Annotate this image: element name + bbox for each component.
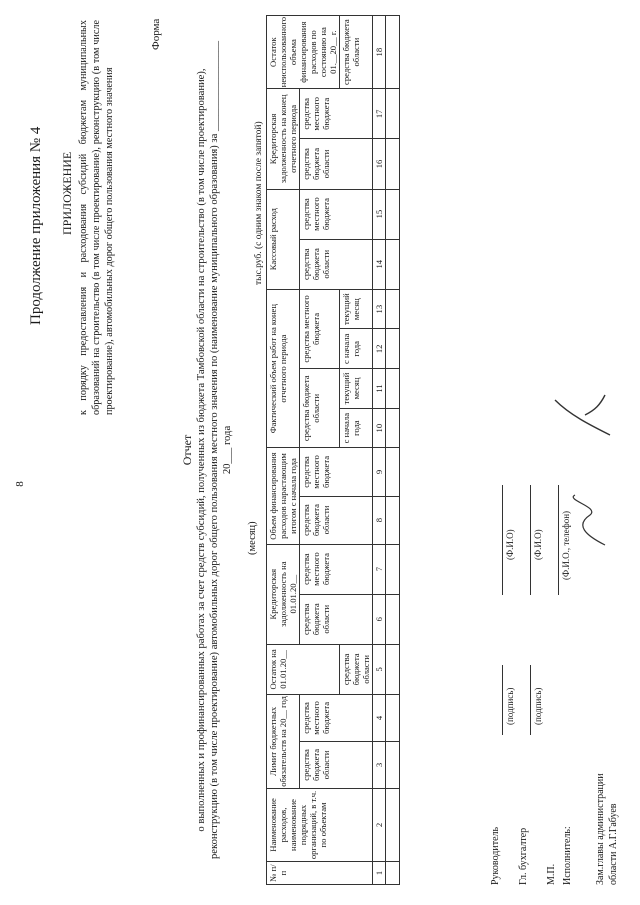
header-limit: Лимит бюджетных обязательств на 20__ год <box>267 694 300 788</box>
table-cell[interactable] <box>386 788 400 861</box>
chief-fio-caption: (Ф.И.О) <box>533 529 543 560</box>
table-cell[interactable] <box>386 189 400 239</box>
sub-fact-local: средства местного бюджета <box>300 289 340 368</box>
table-cell[interactable] <box>386 741 400 788</box>
head-sign-caption: (подпись) <box>505 687 515 725</box>
sub-fact-local-ytd: с начала года <box>340 329 373 369</box>
column-number: 11 <box>373 369 386 409</box>
page-number: 8 <box>14 481 26 487</box>
table-cell[interactable] <box>386 544 400 594</box>
sub-unused-regional: средства бюджета области <box>340 16 373 89</box>
column-number: 8 <box>373 496 386 544</box>
deputy-title: Зам.главы администрации <box>595 773 606 885</box>
column-number: 3 <box>373 741 386 788</box>
executor-caption: (Ф.И.О., телефон) <box>561 510 571 580</box>
rotated-page <box>20 15 620 885</box>
sub-limit-local: средства местного бюджета <box>300 694 373 741</box>
column-numbers-row <box>373 16 386 885</box>
head-sign-line <box>502 665 503 735</box>
table-cell[interactable] <box>386 694 400 741</box>
column-number: 10 <box>373 408 386 448</box>
column-number: 5 <box>373 644 386 694</box>
table-cell[interactable] <box>386 139 400 189</box>
table-cell[interactable] <box>386 16 400 89</box>
sub-fact-regional: средства бюджета области <box>300 369 340 448</box>
sub-limit-regional: средства бюджета области <box>300 741 373 788</box>
table-cell[interactable] <box>386 862 400 885</box>
column-number: 15 <box>373 189 386 239</box>
head-fio-line <box>502 485 503 595</box>
sub-cash-local: средства местного бюджета <box>300 189 373 239</box>
report-description: о выполненных и профинансированных работах за счет средств субсидий, полученных из бюджета Тамбовской области на строительство (в том числе проектирование), реконструкцию (в том числе проектирование) автомобильных дорог общего пользования местного значения по (наименование муниципального образования) за _________________ 20___ года <box>196 40 233 860</box>
column-number: 12 <box>373 329 386 369</box>
sub-rest-regional: средства бюджета области <box>340 644 373 694</box>
table-cell[interactable] <box>386 329 400 369</box>
deputy-name: области А.Г.Габуев <box>608 803 619 885</box>
head-label: Руководитель <box>490 826 501 885</box>
sub-credit-regional: средства бюджета области <box>300 594 373 644</box>
table-cell[interactable] <box>386 239 400 289</box>
header-name: Наименование расходов, наименование подрядных организаций, в т.ч. по объектам <box>267 788 373 861</box>
handwritten-signature <box>545 385 620 555</box>
table-cell[interactable] <box>386 369 400 409</box>
column-number: 18 <box>373 16 386 89</box>
appendix-continuation-title: Продолжение приложения № 4 <box>28 126 44 325</box>
table-cell[interactable] <box>386 448 400 496</box>
table-cell[interactable] <box>386 594 400 644</box>
column-number: 6 <box>373 594 386 644</box>
table-row <box>386 16 400 885</box>
chief-sign-line <box>530 665 531 735</box>
sub-fact-regional-ytd: с начала года <box>340 408 373 448</box>
column-number: 13 <box>373 289 386 329</box>
sub-volume-regional: средства бюджета области <box>300 496 373 544</box>
sub-volume-local: средства местного бюджета <box>300 448 373 496</box>
column-number: 7 <box>373 544 386 594</box>
sub-fact-local-month: текущий месяц <box>340 289 373 329</box>
header-fact: Фактический объем работ на конец отчетного периода <box>267 289 300 448</box>
column-number: 17 <box>373 89 386 139</box>
chief-accountant-label: Гл. бухгалтер <box>518 827 529 885</box>
column-number: 4 <box>373 694 386 741</box>
executor-label: Исполнитель: <box>562 826 573 885</box>
form-label: Форма <box>150 18 162 50</box>
column-number: 9 <box>373 448 386 496</box>
header-cash: Кассовый расход <box>267 189 300 289</box>
header-volume: Объем финансирования расходов нарастающим итогом с начала года <box>267 448 300 544</box>
header-credit: Кредиторская задолженность на 01.01.20__ <box>267 544 300 644</box>
head-fio-caption: (Ф.И.О) <box>505 529 515 560</box>
header-unused: Остаток неиспользованного объема финансирования расходов по состоянию на 01.__20__ г. <box>268 16 338 88</box>
sub-credit-end-local: средства местного бюджета <box>300 89 373 139</box>
sub-fact-regional-month: текущий месяц <box>340 369 373 409</box>
appendix-label: ПРИЛОЖЕНИЕ <box>60 151 74 235</box>
table-cell[interactable] <box>386 89 400 139</box>
header-no: № п/п <box>267 862 373 885</box>
month-caption: (месяц) <box>247 521 258 555</box>
units-caption: тыс.руб. (с одним знаком после запятой) <box>254 121 264 285</box>
appendix-description: к порядку предоставления и расходования субсидий бюджетам муниципальных образований на строительство (в том числе проектирование), реконструкцию (в том числе проектирование), автомобильных дорог общего пользования местного значения <box>78 20 115 415</box>
chief-fio-line <box>530 485 531 595</box>
column-number: 14 <box>373 239 386 289</box>
table-cell[interactable] <box>386 496 400 544</box>
table-cell[interactable] <box>386 644 400 694</box>
column-number: 2 <box>373 788 386 861</box>
sub-credit-local: средства местного бюджета <box>300 544 373 594</box>
sub-credit-end-regional: средства бюджета области <box>300 139 373 189</box>
report-table <box>266 15 400 885</box>
report-title: Отчет <box>180 434 194 466</box>
sub-cash-regional: средства бюджета области <box>300 239 373 289</box>
header-rest: Остаток на 01.01.20__ <box>267 644 340 694</box>
chief-sign-caption: (подпись) <box>533 687 543 725</box>
stamp-label: М.П. <box>546 863 557 885</box>
table-cell[interactable] <box>386 289 400 329</box>
table-cell[interactable] <box>386 408 400 448</box>
column-number: 1 <box>373 862 386 885</box>
column-number: 16 <box>373 139 386 189</box>
header-credit-end: Кредиторская задолженность на конец отчетного периода <box>267 89 300 189</box>
